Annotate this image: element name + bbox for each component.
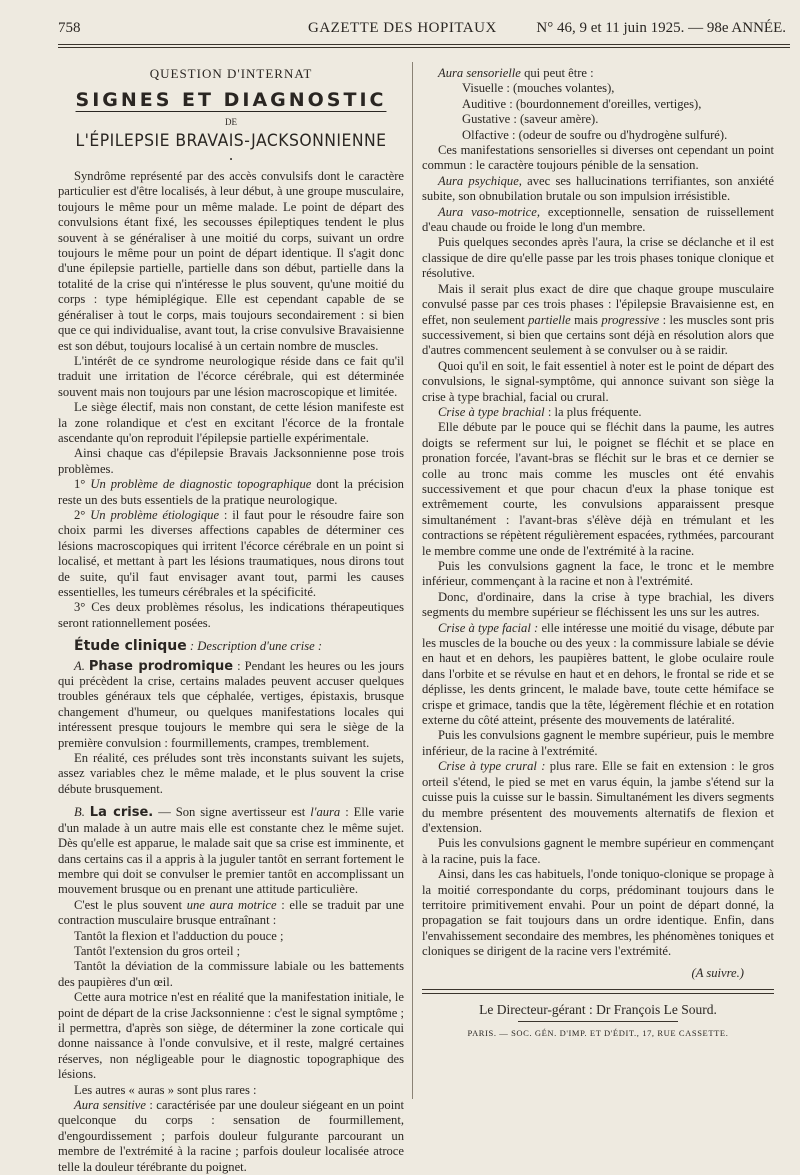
motor-item: Tantôt l'extension du gros orteil ; [74, 943, 241, 958]
paragraph: Donc, d'ordinaire, dans la crise à type brachial, les divers segments du membre supérieur se fléchissent les uns sur les autres. [422, 589, 774, 620]
paragraph: Le siège électif, mais non constant, de cette lésion manifeste est la zone rolandique et c'est en excitant l'écorce de la frontale ascendante qu'on reproduit l'épilepsie partielle expérimentale. [58, 400, 404, 445]
paragraph: Quoi qu'il en soit, le fait essentiel à noter est le point de départ des convulsions, le signal-symptôme, qui annonce suivant son siège la crise à type brachial, facial ou crural. [422, 358, 774, 404]
paragraph: Syndrôme représenté par des accès convulsifs dont le caractère particulier est d'être localisés, à leur début, à une groupe musculaire, toujours le même pour un même malade. Le point de départ des convulsions étant fixé, les secousses épileptiques tendent le plus souvent à se généraliser à une moitié du corps, suivant un ordre toujours le même pour un point de départ identique. Il s'agit donc d'une épilepsie partielle, partielle dans son début, partielle dans la totalité de la crise qui n'intéresse le plus souvent, qu'une moitié du corps : type hémiplégique. Elle est cependant capable de se généraliser à tout le corps, mais toujours secondairement : si bien que ce qui individualise, avant tout, la crise convulsive Bravaisienne est son début, toujours localisé à un certain nombre de muscles. [58, 169, 404, 353]
printer-line: PARIS. — SOC. GÉN. D'IMP. ET D'ÉDIT., 17, RUE CASSETTE. [467, 1028, 729, 1039]
paragraph: Mais il serait plus exact de dire que chaque groupe musculaire convulsé passe par ces trois phases : l'épilepsie Bravaisienne est, en effet, non seulement partielle mais progressive : les muscles sont pris successivement, si bien que certains sont déjà en résolution alors que d'autres commencent seulement à se convulser ou à se raidir. [422, 281, 775, 358]
paragraph: C'est le plus souvent une aura motrice : elle se traduit par une contraction musculaire brusque entraînant : [58, 897, 404, 928]
paragraph: Cette aura motrice n'est en réalité que la manifestation initiale, le point de départ de la crise Jacksonnienne : c'est le signal symptôme ; il permettra, d'après son siège, de déterminer la zone corticale qui donne naissance à l'onde convulsive, et il reste, malgré certaines réserves, non négligeable pour le diagnostic topographique des lésions. [58, 990, 404, 1082]
title-ornament: • [229, 154, 233, 164]
sense-item: Auditive : (bourdonnement d'oreilles, vertiges), [462, 96, 702, 111]
column-divider [412, 62, 413, 1099]
header-rule [58, 44, 790, 45]
paragraph: Puis les convulsions gagnent la face, le tronc et le membre inférieur, commençant à la racine et non à l'extrémité. [422, 559, 774, 589]
right-column [422, 66, 774, 1109]
sense-item: Visuelle : (mouches volantes), [462, 81, 615, 96]
article-subtitle: L'ÉPILEPSIE BRAVAIS-JACKSONNIENNE [75, 131, 387, 152]
paragraph: L'intérêt de ce syndrome neurologique réside dans ce fait qu'il traduit une irritation de l'écorce cérébrale, qui est déterminée souvent mais non toujours par une lésion macroscopique et limitée. [58, 353, 404, 399]
article-title: SIGNES ET DIAGNOSTIC [75, 89, 387, 112]
left-column [58, 62, 405, 1174]
footer-rule [422, 989, 774, 990]
section-heading: Étude clinique : Description d'une crise : [74, 638, 323, 655]
paragraph: Ainsi, dans les cas habituels, l'onde toniquo-clonique se propage à la moitié correspondante du corps, prédominant toujours dans le territoire primitivement envahi. Pour un point de départ donné, la propagation se fait toujours dans un ordre identique. Enfin, dans l'envahissement secondaire des membres, les phénomènes toniques et cloniques se dirigent de la racine vers l'extrémité. [422, 867, 774, 959]
motor-item: Tantôt la flexion et l'adduction du pouce ; [74, 928, 284, 943]
header-rule-thin [58, 47, 790, 48]
paragraph: Ces manifestations sensorielles si diverses ont cependant un point commun : le caractère toujours pénible de la sensation. [422, 143, 774, 173]
paragraph: Aura vaso-motrice, exceptionnelle, sensation de ruissellement d'eau chaude ou froide le long d'un membre. [422, 204, 774, 235]
paragraph: Puis quelques secondes après l'aura, la crise se déclanche et il est classique de dire qu'elle passe par les trois phases tonique clonique et résolutive. [422, 235, 774, 281]
director-line: Le Directeur-gérant : Dr François Le Sourd. [479, 1001, 717, 1017]
problem-item: 2° Un problème étiologique : il faut pour le résoudre faire son choix parmi les diverses affections capables de déterminer ces lésions macroscopiques qui irritent l'écorce cérébrale en un point si localisé, et mettant à part les lésions traumatiques, nous dirons tout de suite, qu'il faut envisager avant tout, parmi les causes essentielles, les tumeurs cérébrales et la spécificité. [58, 507, 404, 599]
paragraph: Crise à type brachial : la plus fréquente. [438, 404, 642, 419]
footer-rule-thin [422, 993, 774, 994]
paragraph: Elle débute par le pouce qui se fléchit dans la paume, les autres doigts se referment sur lui, le poignet se fléchit et se place en pronation forcée, l'avant-bras se fléchit sur le bras et ce dernier se colle au tronc mais comme les muscles ont été envahis successivement et que pour chacun d'eux la phase tonique est extrêmement courte, les convulsions apparaissent presque simultanément : l'avant-bras s'élève déjà en trémulant et les contractions se répètent régulièrement espacées, rythmées, parcourant le membre comme une onde de l'extrémité à la racine. [422, 420, 774, 558]
paragraph: Crise à type crural : plus rare. Elle se fait en extension : le gros orteil s'étend, le pied se met en varus équin, la jambe s'étend sur la cuisse puis la cuisse sur le bassin. Simultanément les divers segments du membre présentent des mouvements alternatifs de flexion et d'extension. [422, 759, 774, 835]
director-rule [518, 1021, 678, 1022]
paragraph: B. La crise. — Son signe avertisseur est l'aura : Elle varie d'un malade à un autre mais elle est constante chez le même sujet. Dès qu'elle est apparue, le malade sait que sa crise est imminente, et dans certains cas il a appris à la juguler tantôt en serrant fortement le membre qui doit se convulser le premier tantôt en accomplissant un mouvement brusque ou en prenant une attitude particulière. [58, 805, 405, 897]
problem-item: 3° Ces deux problèmes résolus, les indications thérapeutiques seront rationnellement posées. [58, 600, 404, 630]
sense-item: Gustative : (saveur amère). [462, 112, 599, 127]
sense-item: Olfactive : (odeur de soufre ou d'hydrogène sulfuré). [462, 127, 728, 142]
page-header [58, 20, 786, 37]
paragraph: Aura psychique, avec ses hallucinations terrifiantes, son anxiété subite, son obnubilation brutale ou son impulsion irrésistible. [422, 173, 774, 204]
issue-info: N° 46, 9 et 11 juin 1925. — 98e ANNÉE. [536, 20, 786, 36]
paragraph: Aura sensorielle qui peut être : [438, 66, 594, 80]
to-be-continued: (A suivre.) [691, 965, 744, 980]
article-kicker: QUESTION D'INTERNAT [149, 66, 313, 81]
paragraph: Puis les convulsions gagnent le membre supérieur, puis le membre inférieur, de la racine à l'extrémité. [422, 728, 774, 758]
paragraph: A. Phase prodromique : Pendant les heures ou les jours qui précèdent la crise, certains malades peuvent accuser quelques troubles généraux tels que céphalée, vertiges, épistaxis, brusque changement d'humeur, ou quelques manifestations locales qui intéressent presque toujours le membre qui sera le siège de la première convulsion : fourmillements, crampes, tremblement. [58, 658, 404, 750]
title-connector: DE [225, 116, 237, 127]
page-number: 758 [58, 20, 81, 36]
paragraph: Les autres « auras » sont plus rares : [74, 1082, 257, 1097]
paragraph: Ainsi chaque cas d'épilepsie Bravais Jacksonnienne pose trois problèmes. [58, 446, 404, 476]
paragraph: Crise à type facial : elle intéresse une moitié du visage, débute par les muscles de la bouche ou des yeux : la commissure labiale se dévie en haut et en dehors, les paupières battent, le globe oculaire roule dans l'orbite et se révulse en haut et en dehors, le frontal se ride et se déplisse, les dents grincent, le malade bave, toute cette hémiface se crispe et grimace, tandis que la tête, légèrement fléchie et en rotation externe du côté atteint, présente des mouvements de latéralité. [422, 620, 774, 728]
journal-name: GAZETTE DES HOPITAUX [308, 20, 497, 36]
problem-item: 1° Un problème de diagnostic topographique dont la précision reste un des buts essentiels de la pratique neurologique. [58, 477, 404, 507]
paragraph: Puis les convulsions gagnent le membre supérieur en commençant à la racine, puis la face. [422, 836, 774, 866]
paragraph: En réalité, ces préludes sont très inconstants suivant les sujets, assez variables chez le même malade, et le plus souvent la crise débute brusquement. [58, 751, 404, 796]
motor-item: Tantôt la déviation de la commissure labiale ou les battements des paupières d'un œil. [58, 959, 404, 989]
paragraph: Aura sensitive : caractérisée par une douleur siégeant en un point quelconque du corps : sensation de fourmillement, d'engourdissement ; parfois douleur fulgurante parcourant un membre de l'extrémité à la racine ; parfois douleur localisée atroce telle la douleur térébrante du poignet. [58, 1098, 404, 1174]
